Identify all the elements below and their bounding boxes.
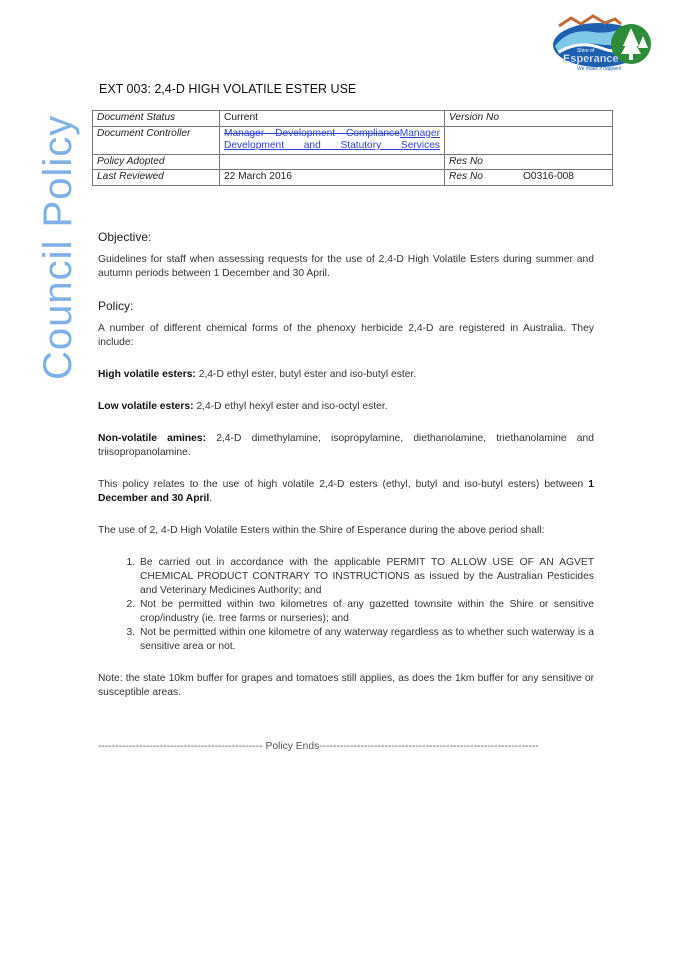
conditions-list [98,556,594,654]
version-value [519,111,613,127]
low-volatile-label: Low volatile esters: [98,401,194,412]
reviewed-label: Last Reviewed [93,170,220,186]
res-label-2: Res No [445,170,520,186]
res-value [519,154,613,170]
meta-row-adopted [93,154,613,170]
logo-small-text: Shire of [577,48,595,54]
controller-empty-cell-2 [519,126,613,154]
controller-deleted: Manager Development Compliance [224,127,400,139]
version-label: Version No [445,111,520,127]
reviewed-value: 22 March 2016 [220,170,445,186]
meta-row-reviewed [93,170,613,186]
low-volatile-paragraph [98,400,594,414]
adopted-label: Policy Adopted [93,154,220,170]
relates-paragraph [98,478,594,506]
meta-row-controller [93,126,613,154]
logo-name: Esperance [563,53,619,65]
document-title: EXT 003: 2,4-D HIGH VOLATILE ESTER USE [99,82,357,96]
res-label: Res No [445,154,520,170]
policy-ends-line [98,741,594,752]
controller-value [220,126,445,154]
list-item: 2. Not be permitted within two kilometres of any gazetted townsite within the Shire or sensitive crop/industry (ie. tree farms or nurseries); and [138,598,594,626]
relates-period: 1 December and 30 April [98,479,594,504]
policy-ends-label: Policy Ends [262,741,320,752]
high-volatile-label: High volatile esters: [98,369,196,380]
policy-intro: A number of different chemical forms of the phenoxy herbicide 2,4-D are registered in Australia. They include: [98,323,594,348]
status-value: Current [220,111,445,127]
meta-row-status [93,111,613,127]
adopted-value [220,154,445,170]
policy-heading: Policy: [98,299,134,313]
controller-inserted: Manager Development and Statutory Services [224,127,440,151]
high-volatile-text: 2,4-D ethyl ester, butyl ester and iso-butyl ester. [195,369,417,380]
non-volatile-paragraph [98,432,594,460]
logo-tagline: We make it happen! [577,66,622,72]
controller-label: Document Controller [93,126,220,154]
low-volatile-text: 2,4-D ethyl hexyl ester and iso-octyl ester. [193,401,388,412]
controller-empty-cell [445,126,520,154]
relates-end: . [209,493,213,504]
list-item: 3. Not be permitted within one kilometre of any waterway regardless as to whether such waterway is a sensitive area or not. [138,626,594,654]
non-volatile-label: Non-volatile amines: [98,433,207,444]
use-paragraph: The use of 2, 4-D High Volatile Esters within the Shire of Esperance during the above period shall: [98,525,545,536]
shire-logo [549,14,657,72]
objective-heading: Objective: [98,230,152,244]
status-label: Document Status [93,111,220,127]
high-volatile-paragraph [98,368,594,382]
document-meta-table [92,110,613,186]
objective-text: Guidelines for staff when assessing requests for the use of 2,4-D High Volatile Esters during summer and autumn periods between 1 December and 30 April. [98,254,594,279]
note-paragraph: Note: the state 10km buffer for grapes and tomatoes still applies, as does the 1km buffer for any sensitive or susceptible areas. [98,673,594,698]
non-volatile-text: 2,4-D dimethylamine, isopropylamine, diethanolamine, triethanolamine and triisopropanolamine. [98,433,594,458]
ends-dashes-right: ---------------------------------------------------------------- [319,741,539,752]
relates-text: This policy relates to the use of high volatile 2,4-D esters (ethyl, butyl and iso-butyl esters) between [98,479,589,490]
list-item: 1. Be carried out in accordance with the applicable PERMIT TO ALLOW USE OF AN AGVET CHEMICAL PRODUCT CONTRARY TO INSTRUCTIONS as issued by the Australian Pesticides and Veterinary Medicines Authority; and [138,556,594,598]
res-value-2: O0316-008 [519,170,613,186]
ends-dashes-left: ------------------------------------------------ [98,741,263,752]
policy-content [98,230,594,718]
side-title: Council Policy [36,114,80,380]
